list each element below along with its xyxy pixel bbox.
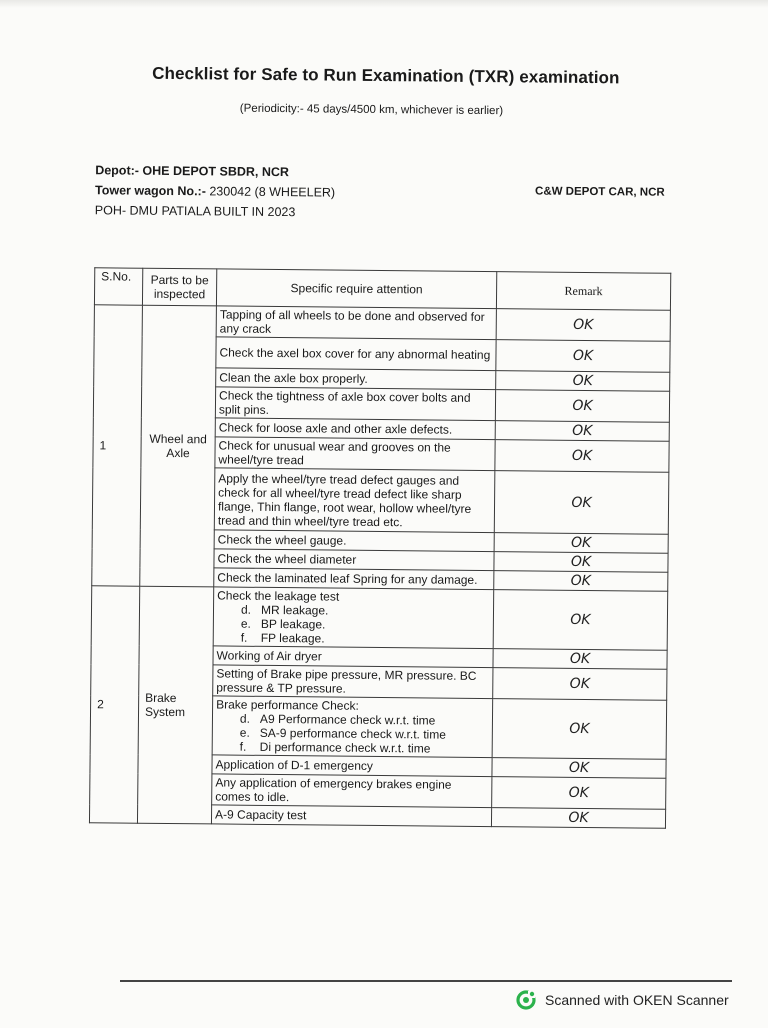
spec-cell: Clean the axle box properly.	[216, 368, 496, 390]
spec-cell: Check the axel box cover for any abnormal heating	[216, 337, 496, 371]
leakage-title: Check the leakage test	[217, 588, 340, 604]
header-spec: Specific require attention	[216, 269, 496, 309]
spec-cell: Check the laminated leaf Spring for any damage.	[214, 568, 494, 590]
scanner-text: Scanned with OKEN Scanner	[545, 992, 729, 1008]
poh-line: POH- DMU PATIALA BUILT IN 2023	[94, 203, 296, 220]
perf-title: Brake performance Check:	[216, 697, 359, 713]
spec-cell: A-9 Capacity test	[211, 805, 491, 827]
list-letter: f.	[239, 739, 247, 754]
list-letter: e.	[240, 616, 251, 631]
remark-cell: OK	[494, 571, 668, 592]
spec-cell: Any application of emergency brakes engine comes to idle.	[212, 774, 492, 808]
list-letter: d.	[240, 602, 252, 617]
remark-cell: OK	[492, 777, 666, 810]
spec-cell: Apply the wheel/tyre tread defect gauges and check for all wheel/tyre tread defect like sharp flange, Thin flange, root wear, hollow wheel/tyre tread and thin wheel/tyre tread etc.	[214, 468, 495, 533]
remark-cell: OK	[493, 649, 667, 670]
table-row	[94, 305, 670, 342]
remark-cell: OK	[494, 533, 668, 554]
table-header-row	[94, 268, 670, 311]
remark-cell: OK	[495, 440, 669, 473]
section2-sno: 2	[89, 586, 139, 823]
list-item	[217, 630, 490, 647]
periodicity-note: (Periodicity:- 45 days/4500 km, whichever is earlier)	[239, 102, 504, 118]
remark-cell: OK	[493, 668, 667, 701]
spec-cell: Check for loose axle and other axle defects.	[215, 418, 495, 440]
header-sno: S.No.	[94, 268, 142, 305]
header-remark: Remark	[496, 272, 670, 311]
spec-cell: Check the wheel diameter	[214, 549, 494, 571]
spec-cell: Check the wheel gauge.	[214, 530, 494, 552]
list-item	[216, 739, 489, 756]
remark-cell: OK	[494, 552, 668, 573]
depot-line	[95, 160, 335, 182]
section1-part: Wheel and Axle	[140, 305, 217, 587]
spec-cell: Setting of Brake pipe pressure, MR pressure. BC pressure & TP pressure.	[213, 665, 493, 699]
tower-label: Tower wagon No.:-	[94, 183, 206, 199]
spec-cell: Check the tightness of axle box cover bolts and split pins.	[215, 387, 495, 421]
section1-sno: 1	[92, 305, 143, 586]
remark-cell: OK	[495, 390, 669, 423]
list-text: FP leakage.	[260, 630, 325, 646]
header-parts: Parts to be inspected	[142, 268, 216, 306]
leakage-cell	[213, 587, 494, 649]
list-letter: f.	[240, 630, 248, 645]
spec-cell: Tapping of all wheels to be done and observed for any crack	[216, 306, 496, 340]
remark-cell: OK	[491, 808, 665, 829]
list-text: MR leakage.	[260, 602, 329, 618]
cw-depot: C&W DEPOT CAR, NCR	[534, 185, 665, 199]
remark-cell: OK	[496, 340, 670, 373]
remark-cell: OK	[492, 699, 667, 760]
remark-cell: OK	[493, 590, 668, 651]
depot-info	[95, 160, 336, 222]
list-letter: d.	[239, 711, 251, 726]
depot-value: OHE DEPOT SBDR, NCR	[138, 163, 290, 180]
table-row	[91, 586, 668, 651]
spec-cell: Application of D-1 emergency	[212, 755, 492, 777]
tower-line	[95, 180, 335, 202]
remark-cell: OK	[492, 758, 666, 779]
remark-cell: OK	[496, 371, 670, 392]
list-text: A9 Performance check w.r.t. time	[259, 711, 436, 728]
list-letter: e.	[239, 725, 250, 740]
depot-label: Depot:-	[95, 163, 140, 178]
spec-cell: Check for unusual wear and grooves on the wheel/tyre tread	[215, 437, 495, 471]
remark-cell: OK	[496, 309, 670, 342]
footer-divider	[120, 980, 732, 982]
list-text: SA-9 performance check w.r.t. time	[259, 725, 446, 742]
list-text: BP leakage.	[260, 616, 326, 632]
brake-performance-cell	[212, 696, 493, 758]
oken-scanner-logo-icon	[516, 990, 536, 1010]
tower-value: 230042 (8 WHEELER)	[205, 184, 336, 200]
remark-cell: OK	[494, 471, 669, 535]
list-text: Di performance check w.r.t. time	[259, 739, 431, 756]
document-title: Checklist for Safe to Run Examination (TXR) examination	[152, 63, 620, 88]
remark-cell: OK	[495, 421, 669, 442]
checklist-table	[89, 267, 671, 829]
scanner-watermark	[516, 990, 729, 1010]
spec-cell: Working of Air dryer	[213, 646, 493, 668]
section2-part: Brake System	[137, 586, 213, 824]
